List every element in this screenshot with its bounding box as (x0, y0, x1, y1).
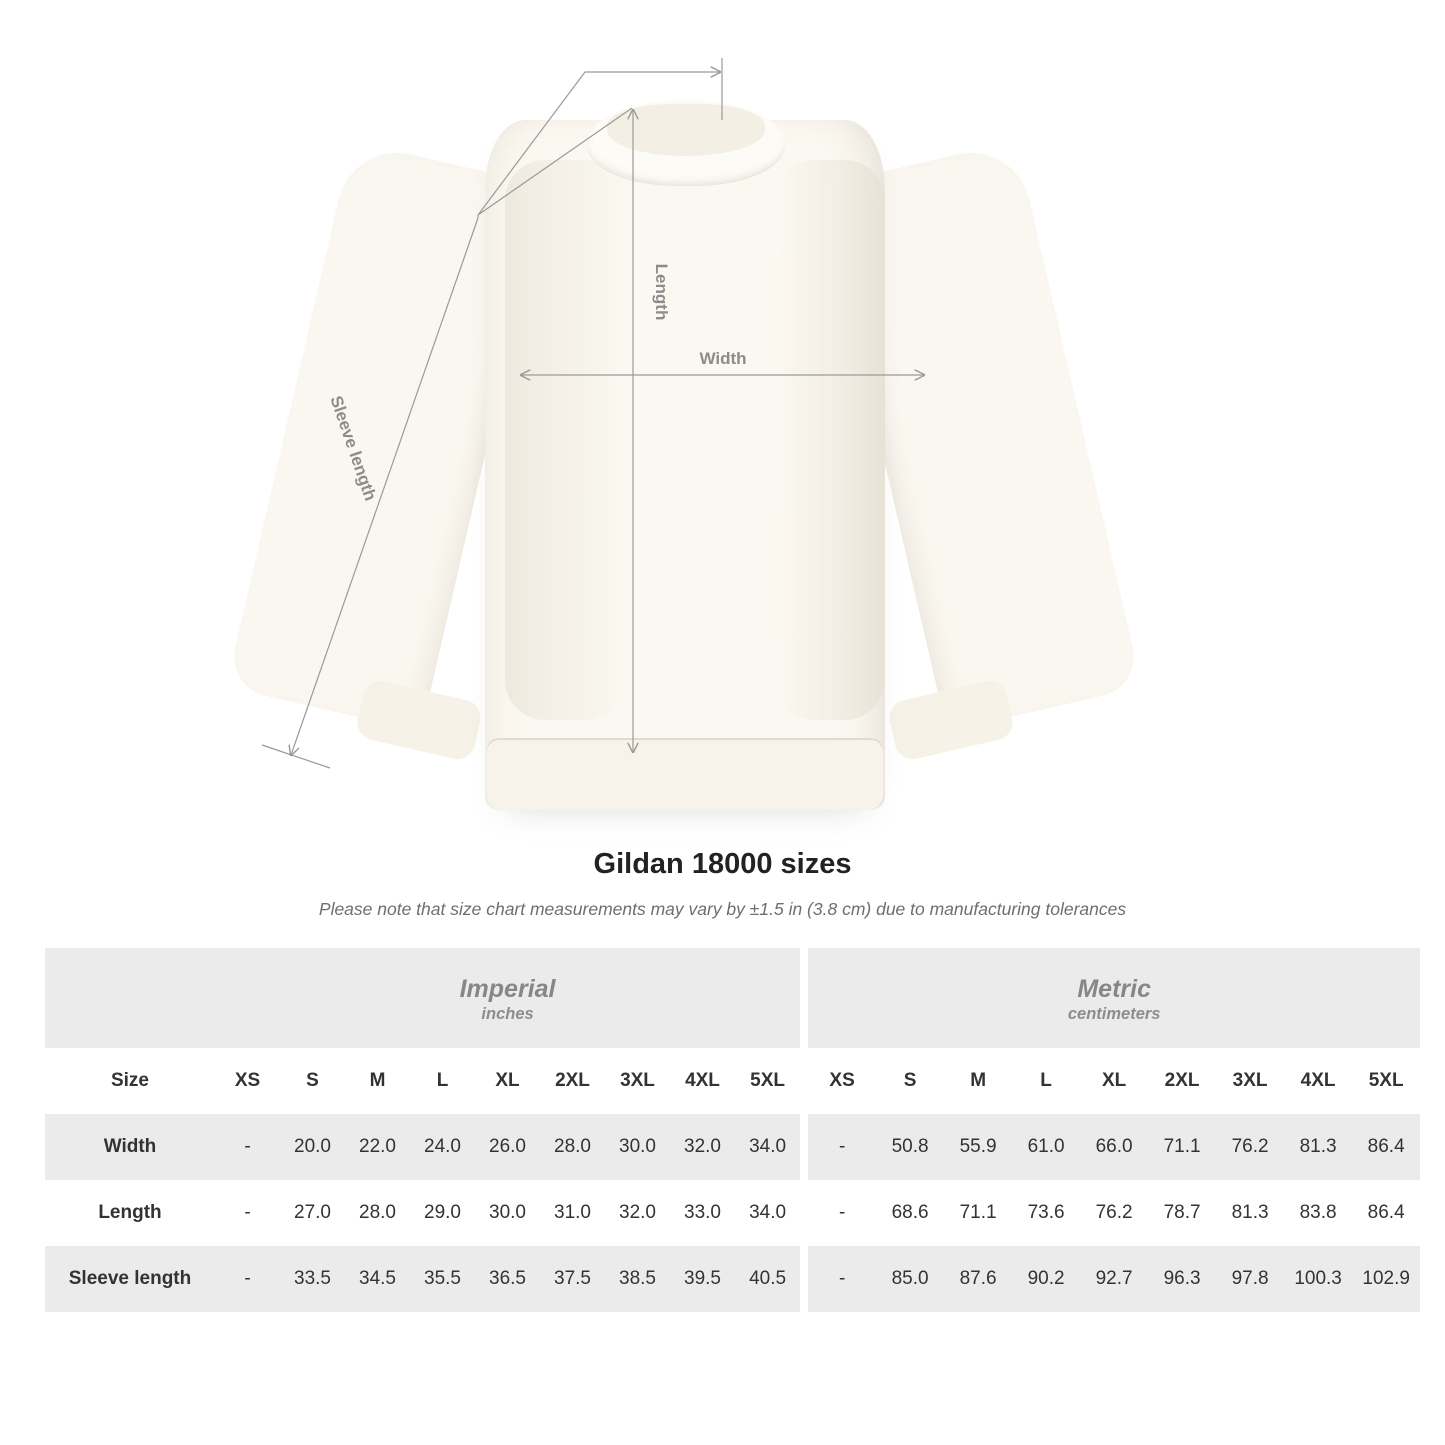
width-metric-xl: 66.0 (1080, 1114, 1148, 1180)
sleeve-metric-s: 85.0 (876, 1246, 944, 1312)
length-imperial-l: 29.0 (410, 1180, 475, 1246)
imperial-unit-header (215, 948, 800, 1048)
size-column-header: Size (45, 1048, 215, 1114)
length-metric-s: 68.6 (876, 1180, 944, 1246)
width-imperial-5xl: 34.0 (735, 1114, 800, 1180)
length-imperial-2xl: 31.0 (540, 1180, 605, 1246)
size-header-metric-m: M (944, 1048, 1012, 1114)
length-imperial-3xl: 32.0 (605, 1180, 670, 1246)
sleeve-imperial-5xl: 40.5 (735, 1246, 800, 1312)
width-metric-2xl: 71.1 (1148, 1114, 1216, 1180)
sleeve-length-label: Sleeve length (326, 393, 381, 504)
sleeve-metric-xs: - (808, 1246, 876, 1312)
length-imperial-xl: 30.0 (475, 1180, 540, 1246)
width-imperial-xl: 26.0 (475, 1114, 540, 1180)
unit-header-gap (800, 948, 808, 1048)
size-header-metric-4xl: 4XL (1284, 1048, 1352, 1114)
page-title: Gildan 18000 sizes (593, 848, 852, 880)
size-header-metric-xs: XS (808, 1048, 876, 1114)
size-header-gap (800, 1048, 808, 1114)
width-row-gap (800, 1114, 808, 1180)
sleeve-metric-m: 87.6 (944, 1246, 1012, 1312)
unit-header-spacer (45, 948, 215, 1048)
sleeve-imperial-3xl: 38.5 (605, 1246, 670, 1312)
table-row (45, 1114, 1420, 1180)
length-measure-line (620, 110, 671, 752)
width-imperial-m: 22.0 (345, 1114, 410, 1180)
size-header-metric-l: L (1012, 1048, 1080, 1114)
sleeve-imperial-s: 33.5 (280, 1246, 345, 1312)
sleeve-imperial-xs: - (215, 1246, 280, 1312)
width-metric-s: 50.8 (876, 1114, 944, 1180)
size-header-metric-xl: XL (1080, 1048, 1148, 1114)
length-imperial-4xl: 33.0 (670, 1180, 735, 1246)
length-row-gap (800, 1180, 808, 1246)
sleeve-measure-line (262, 218, 478, 768)
size-header-imperial-xs: XS (215, 1048, 280, 1114)
metric-unit-name: Metric (1077, 975, 1151, 1003)
width-metric-xs: - (808, 1114, 876, 1180)
width-imperial-2xl: 28.0 (540, 1114, 605, 1180)
unit-header-row (45, 948, 1420, 1048)
metric-unit-header (808, 948, 1420, 1048)
size-header-imperial-2xl: 2XL (540, 1048, 605, 1114)
length-imperial-xs: - (215, 1180, 280, 1246)
row-label-length: Length (45, 1180, 215, 1246)
width-imperial-s: 20.0 (280, 1114, 345, 1180)
length-metric-m: 71.1 (944, 1180, 1012, 1246)
length-imperial-m: 28.0 (345, 1180, 410, 1246)
width-metric-l: 61.0 (1012, 1114, 1080, 1180)
length-metric-2xl: 78.7 (1148, 1180, 1216, 1246)
sleeve-metric-4xl: 100.3 (1284, 1246, 1352, 1312)
table-row (45, 1246, 1420, 1312)
length-metric-3xl: 81.3 (1216, 1180, 1284, 1246)
length-metric-xl: 76.2 (1080, 1180, 1148, 1246)
tolerance-note: Please note that size chart measurements may vary by ±1.5 in (3.8 cm) due to manufacturing tolerances (318, 899, 1127, 919)
width-measure-line (521, 349, 924, 375)
width-metric-4xl: 81.3 (1284, 1114, 1352, 1180)
size-chart-table (45, 948, 1420, 1312)
title-block (0, 848, 1445, 920)
size-header-imperial-s: S (280, 1048, 345, 1114)
imperial-unit-name: Imperial (459, 975, 556, 1003)
sleeve-imperial-xl: 36.5 (475, 1246, 540, 1312)
size-header-metric-3xl: 3XL (1216, 1048, 1284, 1114)
width-imperial-4xl: 32.0 (670, 1114, 735, 1180)
width-label: Width (699, 349, 747, 368)
sleeve-imperial-m: 34.5 (345, 1246, 410, 1312)
width-imperial-3xl: 30.0 (605, 1114, 670, 1180)
size-chart-table-wrap (45, 948, 1410, 1312)
sleeve-imperial-l: 35.5 (410, 1246, 475, 1312)
width-metric-5xl: 86.4 (1352, 1114, 1420, 1180)
size-header-imperial-5xl: 5XL (735, 1048, 800, 1114)
sleeve-metric-3xl: 97.8 (1216, 1246, 1284, 1312)
length-imperial-5xl: 34.0 (735, 1180, 800, 1246)
length-label: Length (652, 263, 671, 321)
size-header-imperial-m: M (345, 1048, 410, 1114)
length-imperial-s: 27.0 (280, 1180, 345, 1246)
metric-unit-sub: centimeters (1067, 1005, 1161, 1024)
size-header-metric-5xl: 5XL (1352, 1048, 1420, 1114)
length-metric-4xl: 83.8 (1284, 1180, 1352, 1246)
size-header-imperial-4xl: 4XL (670, 1048, 735, 1114)
row-label-width: Width (45, 1114, 215, 1180)
row-label-sleeve-length: Sleeve length (45, 1246, 215, 1312)
width-imperial-l: 24.0 (410, 1114, 475, 1180)
width-metric-3xl: 76.2 (1216, 1114, 1284, 1180)
length-metric-xs: - (808, 1180, 876, 1246)
size-header-metric-s: S (876, 1048, 944, 1114)
length-metric-5xl: 86.4 (1352, 1180, 1420, 1246)
width-metric-m: 55.9 (944, 1114, 1012, 1180)
table-row (45, 1180, 1420, 1246)
sleeve-metric-l: 90.2 (1012, 1246, 1080, 1312)
size-header-imperial-3xl: 3XL (605, 1048, 670, 1114)
sleeve-metric-2xl: 96.3 (1148, 1246, 1216, 1312)
sleeve-metric-xl: 92.7 (1080, 1246, 1148, 1312)
sleeve-metric-5xl: 102.9 (1352, 1246, 1420, 1312)
sleeve-imperial-2xl: 37.5 (540, 1246, 605, 1312)
length-metric-l: 73.6 (1012, 1180, 1080, 1246)
sleeve-imperial-4xl: 39.5 (670, 1246, 735, 1312)
imperial-unit-sub: inches (481, 1005, 534, 1024)
shoulder-pointer (478, 58, 722, 218)
width-imperial-xs: - (215, 1114, 280, 1180)
size-header-imperial-l: L (410, 1048, 475, 1114)
size-header-row (45, 1048, 1420, 1114)
size-header-metric-2xl: 2XL (1148, 1048, 1216, 1114)
size-header-imperial-xl: XL (475, 1048, 540, 1114)
sleeve-row-gap (800, 1246, 808, 1312)
